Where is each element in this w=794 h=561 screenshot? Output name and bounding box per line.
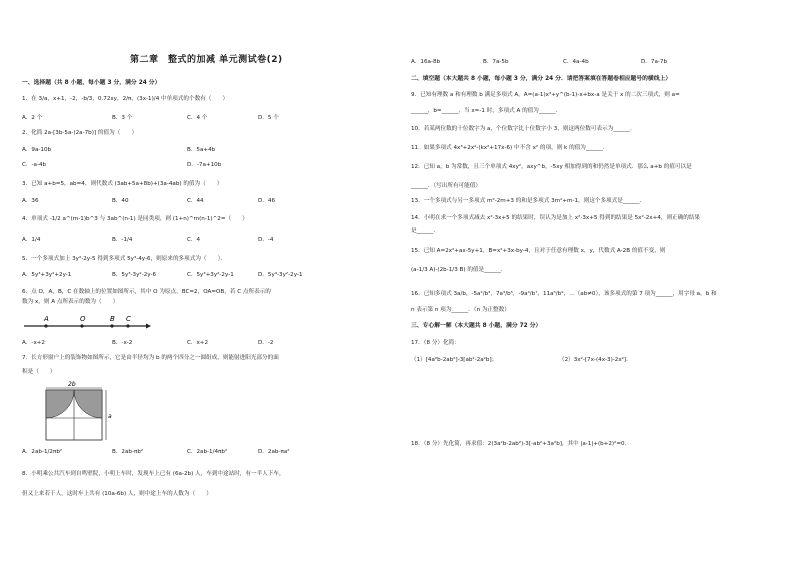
q3-option-b[interactable]: B．40 bbox=[112, 198, 129, 204]
question-17-part-1: （1）[4a²b-2ab²]-3[ab²-2a²b]； bbox=[411, 357, 498, 363]
question-14-line-1: 14．小明在求一个多项式减去 x²-3x+5 的结果时，误认为是加上 x²-3x+5 得到的结果是 5x²-2x+4，则正确的结果 bbox=[411, 215, 701, 221]
q6-option-b[interactable]: B．-x-2 bbox=[112, 340, 133, 346]
number-line-figure bbox=[22, 314, 152, 334]
q5-option-c[interactable]: C．5y³+3y²-2y-1 bbox=[187, 272, 234, 278]
question-1: 1．在 3/a，x+1，-2，-b/3，0.72xy，2/π，(3x-1)/4 中单项式的个数有（ ） bbox=[22, 96, 229, 102]
question-4: 4．单项式 -1/2 a^(m-1)b^3 与 3ab^(n-1) 是同类项，则 (1+n)^m(n-1)^2=（ ） bbox=[22, 216, 248, 222]
page-title: 第二章 整式的加减 单元测试卷(2) bbox=[130, 55, 283, 65]
point-a-marker bbox=[44, 324, 47, 327]
figure-label-2b: 2b bbox=[68, 381, 76, 388]
question-3: 3．已知 a+b=5，ab=4，则代数式 (3ab+5a+8b)+(3a-4ab) 的值为（ ） bbox=[22, 181, 223, 187]
axis-label-b: B bbox=[110, 315, 115, 323]
figure-label-a: a bbox=[108, 413, 112, 420]
axis-label-o: O bbox=[80, 315, 86, 323]
question-9-line-1: 9．已知有理数 a 和有理数 b 满足多项式 A，A=(a-1)x³+y^(b-1)-x+bx-a 是关于 x 的二次三项式，则 a= bbox=[411, 92, 680, 98]
q8-option-b[interactable]: B．7a-5b bbox=[483, 59, 509, 65]
question-12-line-2: ______．（写出所有可能值） bbox=[411, 183, 481, 189]
question-9-line-2: ______，b=______，当 x=-1 时，多项式 A 的值为______． bbox=[411, 108, 562, 114]
q7-option-a[interactable]: A．2ab-1/2πb² bbox=[22, 449, 63, 455]
question-8-line-2: 但又上来若干人，这时车上共有 (10a-6b) 人，则中途上车的人数为（ ） bbox=[22, 491, 212, 497]
question-5: 5．一个多项式加上 3y²-2y-5 得到多项式 5y³-4y-6，则原来的多项式为（ ）． bbox=[22, 256, 227, 262]
question-18: 18．（8 分）先化简，再求值：2(3a²b-2ab²)-3[-ab²+3a²b]，其中 |a-1|+(b+2)²=0． bbox=[411, 441, 631, 447]
q1-option-d[interactable]: D．5 个 bbox=[258, 115, 279, 121]
q8-option-a[interactable]: A．16a-8b bbox=[411, 59, 441, 65]
question-15-line-2: (a-1/3 A)-(2b-1/3 B) 的值是______． bbox=[411, 267, 507, 273]
q7-option-c[interactable]: C．2ab-1/4πb² bbox=[187, 449, 228, 455]
question-17: 17．（8 分）化简： bbox=[411, 340, 460, 346]
q6-option-c[interactable]: C．x+2 bbox=[187, 340, 209, 346]
point-c-marker bbox=[126, 324, 129, 327]
q4-option-b[interactable]: B．-1/4 bbox=[112, 237, 133, 243]
window-decoration-figure bbox=[40, 380, 120, 442]
question-6-line-1: 6．点 O，A，B，C 在数轴上的位置如图所示，其中 O 为原点，BC=2，OA=OB，若 C 点所表示的 bbox=[22, 289, 271, 295]
q1-option-c[interactable]: C．4 个 bbox=[187, 115, 208, 121]
question-6-line-2: 数为 x，则 A 点所表示的数为（ ） bbox=[22, 299, 119, 305]
question-15-line-1: 15．已知 A=2x²+ax-5y+1，B=x²+3x-by-4，且对于任意有理数 x，y，代数式 A-2B 的值不变，则 bbox=[411, 248, 666, 254]
section-fill-heading: 二、填空题（本大题共 8 小题，每小题 3 分，满分 24 分．请把答案填在答题卷相应题号的横线上） bbox=[411, 76, 672, 82]
q5-option-a[interactable]: A．5y³+3y²+2y-1 bbox=[22, 272, 72, 278]
q8-option-c[interactable]: C．4a-4b bbox=[563, 59, 589, 65]
question-2: 2．化简 2a-[3b-5a-(2a-7b)] 的值为（ ） bbox=[22, 130, 138, 136]
section-solve-heading: 三、专心解一解（本大题共 8 小题，满分 72 分） bbox=[411, 323, 542, 329]
question-13: 13．一个多项式与另一多项式 m²-2m+3 的和是多项式 3m²+m-1，则这个多项式是______． bbox=[411, 198, 646, 204]
number-line-arrow bbox=[146, 324, 151, 329]
q5-option-d[interactable]: D．5y³-3y²-2y-1 bbox=[258, 272, 303, 278]
q3-option-d[interactable]: D．46 bbox=[258, 198, 276, 204]
question-10: 10．若某两位数的十位数字为 a，个位数字比十位数字小 3，则这两位数可表示为______． bbox=[411, 126, 636, 132]
q8-option-d[interactable]: D．7a-7b bbox=[641, 59, 668, 65]
q6-option-a[interactable]: A．-x+2 bbox=[22, 340, 45, 346]
q4-option-d[interactable]: D．-4 bbox=[258, 237, 274, 243]
question-11: 11．如果多项式 4x³+2x²-(kx²+17x-6) 中不含 x² 的项，则 k 的值为______． bbox=[411, 145, 609, 151]
question-7-line-2: 积是（ ） bbox=[22, 369, 56, 375]
question-12-line-1: 12．已知 a，b 为常数，且三个单项式 4xy²，axy^b，-5xy 相加得到的和仍然是单项式．那么 a+b 的值可以是 bbox=[411, 164, 692, 170]
q7-option-b[interactable]: B．2ab-πb² bbox=[112, 449, 144, 455]
question-14-line-2: 是______． bbox=[411, 228, 439, 234]
q5-option-b[interactable]: B．5y³-3y²-2y-6 bbox=[112, 272, 157, 278]
question-7-line-1: 7．长方形窗户上的装饰物如图所示，它是由半径均为 b 的两个四分之一圆组成，则能射进阳光部分的面 bbox=[22, 355, 279, 361]
point-o-marker bbox=[80, 324, 83, 327]
q2-option-a[interactable]: A．9a-10b bbox=[22, 147, 52, 153]
q7-option-d[interactable]: D．2ab-πa² bbox=[258, 449, 290, 455]
axis-label-c: C bbox=[126, 315, 131, 323]
q1-option-a[interactable]: A．2 个 bbox=[22, 115, 43, 121]
question-16-line-1: 16．已知多项式 3a/b，-5a²/b³，7a³/b⁵，-9a⁴/b⁷，11a⁵/b⁹，…（ab≠0），该多项式的第 7 项为______，用字母 a，b 和 bbox=[411, 291, 717, 297]
q4-option-a[interactable]: A．1/4 bbox=[22, 237, 41, 243]
axis-label-a: A bbox=[44, 315, 49, 323]
question-17-part-2: （2）3x²-[7x-(4x-3)-2x²]． bbox=[559, 357, 632, 363]
q6-option-d[interactable]: D．-2 bbox=[258, 340, 274, 346]
q2-option-d[interactable]: D．-7a+10b bbox=[187, 162, 222, 168]
q3-option-a[interactable]: A．36 bbox=[22, 198, 39, 204]
q2-option-b[interactable]: B．5a+4b bbox=[187, 147, 216, 153]
question-16-line-2: n 表示第 n 项为______．（n 为正整数） bbox=[411, 307, 510, 313]
q3-option-c[interactable]: C．44 bbox=[187, 198, 204, 204]
q2-option-c[interactable]: C．-a-4b bbox=[22, 162, 47, 168]
point-b-marker bbox=[110, 324, 113, 327]
question-8-line-1: 8．小明乘公共汽车到自鸣壁院，小明上车时，发现车上已有 (6a-2b) 人，车到中途站时，有一半人下车， bbox=[22, 471, 285, 477]
q1-option-b[interactable]: B．3 个 bbox=[112, 115, 133, 121]
q4-option-c[interactable]: C．4 bbox=[187, 237, 201, 243]
section-choice-heading: 一、选择题（共 8 小题，每小题 3 分，满分 24 分） bbox=[22, 80, 161, 86]
